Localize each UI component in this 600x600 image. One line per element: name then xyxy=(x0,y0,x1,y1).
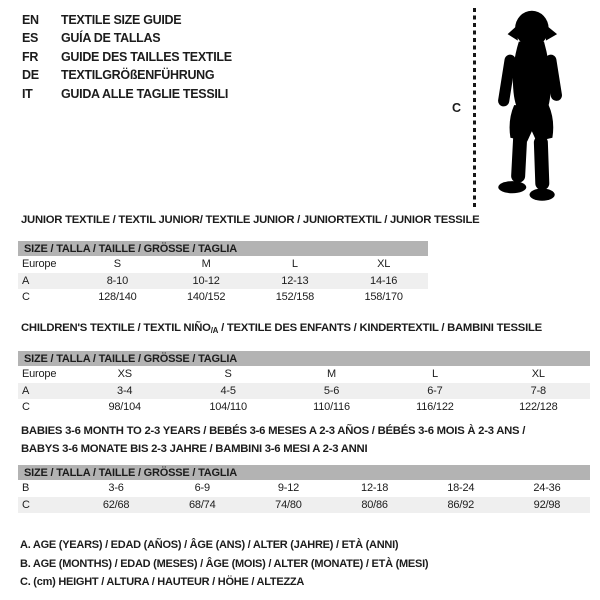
value-cell: 140/152 xyxy=(186,291,226,304)
value-cell: 12-18 xyxy=(361,482,389,495)
value-cell: 12-13 xyxy=(281,274,309,287)
lang-label: TEXTILGRÖßENFÜHRUNG xyxy=(61,68,215,83)
value-cell: 122/128 xyxy=(519,401,558,414)
footnote-c: C. (cm) HEIGHT / ALTURA / HAUTEUR / HÖHE / ALTEZZA xyxy=(20,576,305,589)
value-cell: 14-16 xyxy=(370,274,398,287)
lang-code: EN xyxy=(22,13,39,27)
value-cell: 6-7 xyxy=(427,384,443,397)
lang-label: GUÍA DE TALLAS xyxy=(61,31,161,46)
size-header-bar: SIZE / TALLA / TAILLE / GRÖSSE / TAGLIA xyxy=(18,465,590,480)
value-cell: 68/74 xyxy=(188,498,216,511)
height-measure-label: C xyxy=(452,101,462,115)
value-cell: 9-12 xyxy=(277,482,300,495)
title-part: CHILDREN'S TEXTILE / TEXTIL NIÑO xyxy=(21,322,211,334)
value-cell: 10-12 xyxy=(192,274,220,287)
table-row-age-months xyxy=(18,480,590,497)
size-cell: XS xyxy=(117,368,132,381)
value-cell: 6-9 xyxy=(194,482,210,495)
value-cell: 4-5 xyxy=(220,384,236,397)
row-label: A xyxy=(22,384,30,397)
size-header-bar: SIZE / TALLA / TAILLE / GRÖSSE / TAGLIA xyxy=(18,241,428,256)
value-cell: 3-4 xyxy=(117,384,133,397)
table-row-age xyxy=(18,383,590,400)
table-row-europe xyxy=(18,366,590,383)
row-label: Europe xyxy=(22,258,57,271)
babies-table-title xyxy=(18,422,590,458)
value-cell: 92/98 xyxy=(533,498,561,511)
row-label: C xyxy=(22,291,30,304)
table-row-age xyxy=(18,273,428,290)
lang-label: GUIDA ALLE TAGLIE TESSILI xyxy=(61,86,229,101)
table-row-height xyxy=(18,497,590,514)
footnote-b: B. AGE (MONTHS) / EDAD (MESES) / ÂGE (MOIS) / ALTER (MONATE) / ETÀ (MESI) xyxy=(20,557,429,570)
junior-textile-section xyxy=(18,213,480,306)
lang-row-de xyxy=(22,66,232,84)
title-part: / TEXTILE DES ENFANTS / KINDERTEXTIL / BAMBINI TESSILE xyxy=(218,322,542,334)
lang-code: DE xyxy=(22,68,39,83)
baby-silhouette-icon xyxy=(488,3,572,209)
value-cell: 80/86 xyxy=(361,498,388,511)
lang-label: GUIDE DES TAILLES TEXTILE xyxy=(61,49,232,64)
childrens-table-title xyxy=(18,321,590,338)
value-cell: 3-6 xyxy=(108,482,124,495)
lang-label: TEXTILE SIZE GUIDE xyxy=(61,13,182,27)
value-cell: 7-8 xyxy=(530,384,546,397)
legend-footnotes xyxy=(20,536,428,592)
value-cell: 158/170 xyxy=(364,291,403,304)
value-cell: 110/116 xyxy=(313,401,350,414)
size-cell: S xyxy=(224,368,232,381)
size-header-bar: SIZE / TALLA / TAILLE / GRÖSSE / TAGLIA xyxy=(18,351,590,366)
size-cell: L xyxy=(291,258,298,271)
size-cell: M xyxy=(201,258,211,271)
title-subscript: /A xyxy=(210,326,219,335)
value-cell: 104/110 xyxy=(209,401,247,414)
value-cell: 62/68 xyxy=(102,498,130,511)
value-cell: 24-36 xyxy=(533,482,561,495)
size-cell: XL xyxy=(377,258,391,271)
lang-code: IT xyxy=(22,86,33,101)
footnote-a: A. AGE (YEARS) / EDAD (AÑOS) / ÂGE (ANS) / ALTER (JAHRE) / ETÀ (ANNI) xyxy=(20,539,399,551)
row-label: A xyxy=(22,274,30,287)
language-title-list xyxy=(22,11,232,103)
lang-row-fr xyxy=(22,48,232,66)
value-cell: 18-24 xyxy=(447,482,475,495)
value-cell: 116/122 xyxy=(416,401,454,414)
junior-table-title: JUNIOR TEXTILE / TEXTIL JUNIOR/ TEXTILE JUNIOR / JUNIORTEXTIL / JUNIOR TESSILE xyxy=(21,214,480,226)
size-cell: L xyxy=(431,368,438,381)
table-row-europe xyxy=(18,256,428,273)
lang-code: ES xyxy=(22,31,39,46)
row-label: C xyxy=(22,498,30,511)
value-cell: 128/140 xyxy=(98,291,137,304)
table-row-height xyxy=(18,399,590,416)
lang-code: FR xyxy=(22,49,39,64)
value-cell: 5-6 xyxy=(323,384,340,397)
value-cell: 152/158 xyxy=(275,291,315,304)
table-row-height xyxy=(18,289,428,306)
value-cell: 74/80 xyxy=(275,498,302,511)
size-cell: XL xyxy=(531,368,545,381)
value-cell: 8-10 xyxy=(106,274,128,287)
height-dotted-line xyxy=(473,8,476,207)
row-label: C xyxy=(22,401,30,414)
lang-row-es xyxy=(22,29,232,47)
row-label: Europe xyxy=(22,368,57,381)
lang-row-it xyxy=(22,85,232,103)
size-cell: M xyxy=(327,368,336,381)
title-line-1: BABIES 3-6 MONTH TO 2-3 YEARS / BEBÉS 3-6 MESES A 2-3 AÑOS / BÉBÉS 3-6 MOIS À 2-3 ANS / xyxy=(21,425,526,437)
row-label: B xyxy=(22,482,30,495)
babies-textile-section xyxy=(18,422,590,513)
title-line-2: BABYS 3-6 MONATE BIS 2-3 JAHRE / BAMBINI 3-6 MESI A 2-3 ANNI xyxy=(21,443,368,455)
size-cell: S xyxy=(113,258,121,271)
childrens-textile-section xyxy=(18,321,590,416)
baby-height-figure xyxy=(440,0,590,218)
value-cell: 98/104 xyxy=(108,401,141,414)
value-cell: 86/92 xyxy=(447,498,475,511)
lang-row-en xyxy=(22,11,232,29)
